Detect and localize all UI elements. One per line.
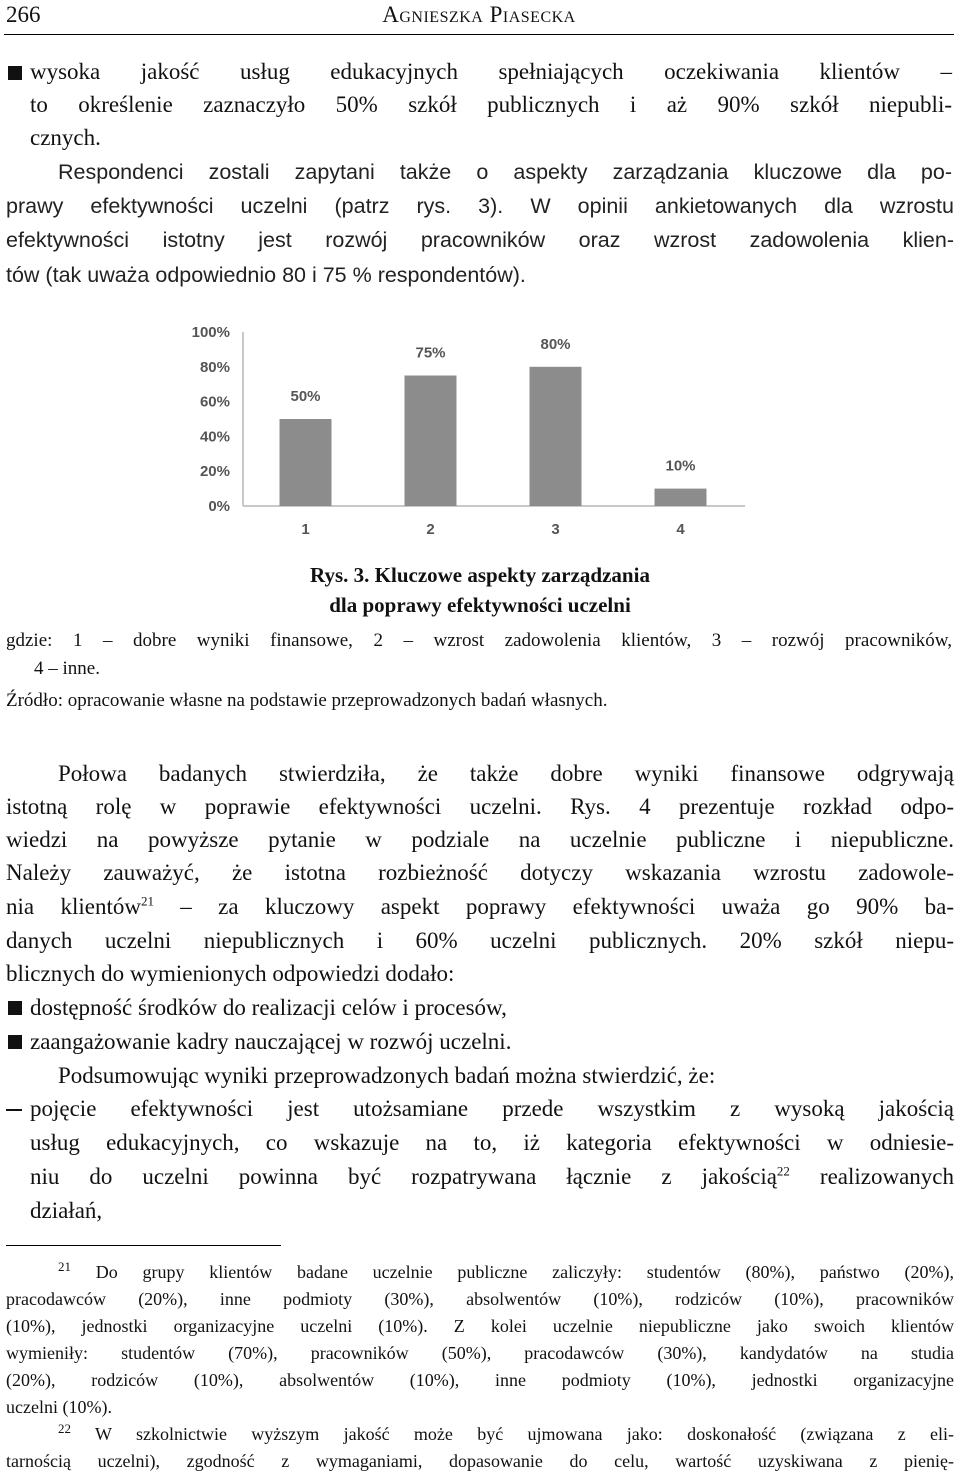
footnote-rule xyxy=(6,1245,281,1246)
footnote-21-line-3: (10%), jednostki organizacyjne uczelni (10%). Z kolei uczelnie niepubliczne jako swoich klientów xyxy=(6,1316,954,1336)
running-head: Agnieszka Piasecka xyxy=(382,2,576,27)
summary-dash-line-3-text-cont: realizowanych xyxy=(789,1164,954,1189)
summary-dash-line-4: działań, xyxy=(30,1198,103,1223)
intro-para-line-2: prawy efektywności uczelni (patrz rys. 3). W opinii ankietowanych dla wzrostu xyxy=(6,194,954,218)
summary-dash-line-3 xyxy=(30,1160,954,1194)
footnote-22-text: W szkolnictwie wyższym jakość może być ujmowana jako: doskonałość (związana z eli- xyxy=(71,1424,954,1444)
body-bullet-2: zaangażowanie kadry nauczającej w rozwój uczelni. xyxy=(30,1029,512,1054)
intro-para-line-4: tów (tak uważa odpowiednio 80 i 75 % respondentów). xyxy=(6,263,526,287)
y-tick-label: 0% xyxy=(208,498,230,515)
summary-dash-line-2: usług edukacyjnych, co wskazuje na to, iż kategoria efektywności w odniesie- xyxy=(30,1130,954,1155)
footnote-ref-22[interactable]: 22 xyxy=(776,1163,790,1179)
y-tick-label: 60% xyxy=(199,393,230,411)
y-tick-label: 100% xyxy=(191,324,230,341)
intro-para-line-3: efektywności istotny jest rozwój pracowników oraz wzrost zadowolenia klien- xyxy=(6,228,954,252)
bar-3 xyxy=(530,367,582,506)
data-label-1: 50% xyxy=(290,388,321,405)
x-tick-label: 2 xyxy=(426,521,435,538)
body-line-2: istotną rolę w poprawie efektywności uczelni. Rys. 4 prezentuje rozkład odpo- xyxy=(6,794,954,819)
footnote-21-line-4: wymieniły: studentów (70%), pracowników (50%), pracodawców (30%), kandydatów na studia xyxy=(6,1343,954,1363)
footnote-21-line-2: pracodawców (20%), inne podmioty (30%), absolwentów (10%), rodziców (10%), pracowników xyxy=(6,1289,954,1309)
body-line-7: blicznych do wymienionych odpowiedzi dodało: xyxy=(6,961,455,986)
bar-2 xyxy=(405,376,457,507)
body-line-4: Należy zauważyć, że istotna rozbieżność dotyczy wskazania wzrostu zadowole- xyxy=(6,860,954,885)
x-tick-label: 1 xyxy=(301,521,310,538)
body-line-3: wiedzi na powyższe pytanie w podziale na uczelnie publiczne i niepubliczne. xyxy=(6,827,954,852)
footnote-21-line-1 xyxy=(58,1259,954,1285)
intro-bullet-line-2: to określenie zaznaczyło 50% szkół publicznych i aż 90% szkół niepubli- xyxy=(30,92,952,117)
intro-bullet-line-1: wysoka jakość usług edukacyjnych spełniających oczekiwania klientów – xyxy=(30,59,952,84)
dash-marker xyxy=(6,1109,22,1111)
footnote-21-number: 21 xyxy=(58,1259,71,1274)
footnote-21-text: Do grupy klientów badane uczelnie publiczne zaliczyły: studentów (80%), państwo (20%), xyxy=(71,1262,954,1282)
y-tick-label: 20% xyxy=(199,463,230,481)
page-header xyxy=(4,0,954,35)
data-label-3: 80% xyxy=(540,335,571,353)
y-tick-label: 40% xyxy=(199,428,230,446)
x-tick-label: 3 xyxy=(551,521,560,538)
figure-legend-line-2: 4 – inne. xyxy=(34,658,100,679)
bullet-marker xyxy=(8,66,22,80)
figure-source: Źródło: opracowanie własne na podstawie przeprowadzonych badań własnych. xyxy=(6,690,608,711)
body-line-5 xyxy=(6,890,954,924)
bullet-marker xyxy=(8,1035,22,1049)
body-line-5-text: nia klientów xyxy=(6,894,141,919)
figure-legend-line-1: gdzie: 1 – dobre wyniki finansowe, 2 – wzrost zadowolenia klientów, 3 – rozwój pracowników, xyxy=(6,630,952,651)
figure-caption-line-2: dla poprawy efektywności uczelni xyxy=(329,593,631,617)
body-bullet-1: dostępność środków do realizacji celów i procesów, xyxy=(30,995,507,1020)
footnote-22-number: 22 xyxy=(58,1421,71,1436)
footnote-21-line-6: uczelni (10%). xyxy=(6,1397,112,1417)
bullet-marker xyxy=(8,1001,22,1015)
bar-4 xyxy=(655,489,707,506)
summary-intro: Podsumowując wyniki przeprowadzonych badań można stwierdzić, że: xyxy=(58,1063,716,1088)
body-line-1: Połowa badanych stwierdziła, że także dobre wyniki finansowe odgrywają xyxy=(58,761,954,786)
figure-caption-line-1: Rys. 3. Kluczowe aspekty zarządzania xyxy=(310,563,650,587)
footnote-21-line-5: (20%), rodziców (10%), absolwentów (10%), inne podmioty (10%), jednostki organizacyjne xyxy=(6,1370,954,1390)
intro-bullet-line-3: cznych. xyxy=(30,125,101,150)
page-number: 266 xyxy=(6,2,41,27)
footnote-22-line-2: tarnością uczelni), zgodność z wymaganiami, dopasowanie do celu, wartość uzyskiwana z pienię- xyxy=(6,1451,954,1471)
body-line-5-text-cont: – za kluczowy aspekt poprawy efektywności uważa go 90% ba- xyxy=(153,894,954,919)
body-line-6: danych uczelni niepublicznych i 60% uczelni publicznych. 20% szkół niepu- xyxy=(6,928,954,953)
bar-chart xyxy=(0,318,960,548)
y-tick-label: 80% xyxy=(199,358,230,376)
bar-1 xyxy=(280,419,332,506)
footnote-22-line-1 xyxy=(58,1421,954,1447)
data-label-2: 75% xyxy=(415,344,446,362)
intro-para-line-1: Respondenci zostali zapytani także o aspekty zarządzania kluczowe dla po- xyxy=(58,160,952,184)
summary-dash-line-1: pojęcie efektywności jest utożsamiane przede wszystkim z wysoką jakością xyxy=(30,1096,954,1121)
data-label-4: 10% xyxy=(665,457,696,475)
summary-dash-line-3-text: niu do uczelni powinna być rozpatrywana łącznie z jakością xyxy=(30,1164,777,1189)
x-tick-label: 4 xyxy=(676,521,685,538)
footnote-ref-21[interactable]: 21 xyxy=(140,893,154,909)
